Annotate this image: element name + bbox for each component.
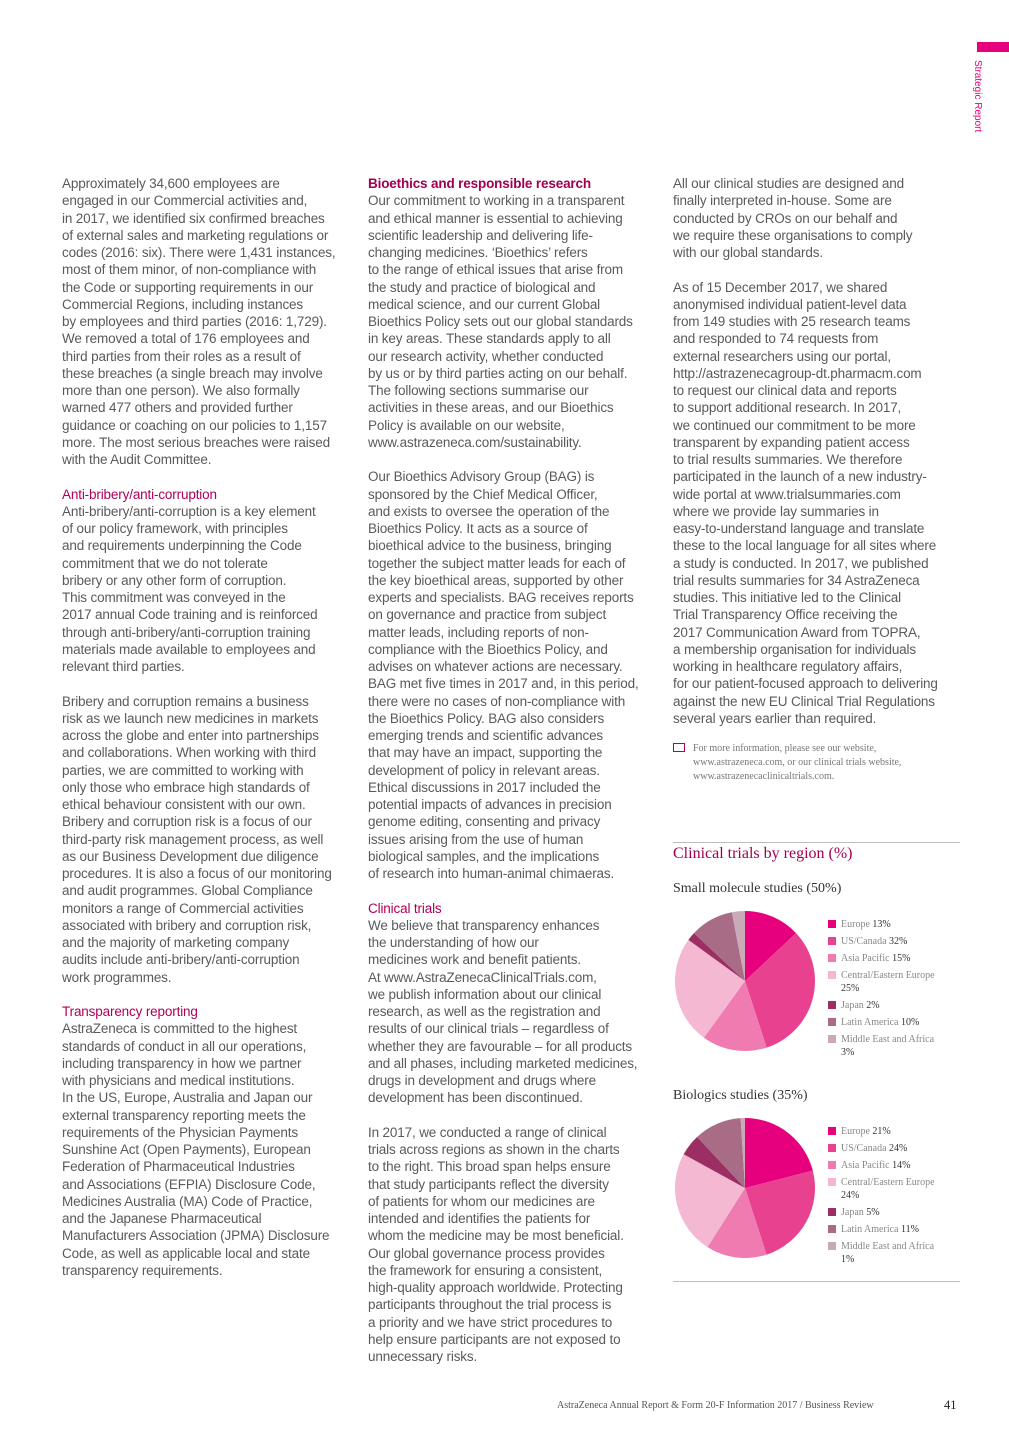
- text-line: bribery or any other form of corruption.: [62, 572, 287, 588]
- legend-swatch: [828, 1178, 836, 1186]
- page-number: 41: [944, 1398, 957, 1412]
- text-line: with the Audit Committee.: [62, 452, 212, 467]
- text-line: with our global standards.: [673, 245, 823, 260]
- text-line: to request our clinical data and reports: [673, 383, 897, 398]
- text-line: Commercial Regions, including instances: [62, 296, 304, 312]
- text-line: BAG met five times in 2017 and, in this period,: [368, 676, 639, 692]
- text-line: materials made available to employees and: [62, 641, 316, 657]
- text-line: help ensure participants are not exposed to: [368, 1331, 621, 1347]
- legend-value: 2%: [863, 1000, 880, 1011]
- text-line: of external sales and marketing regulations or: [62, 227, 329, 243]
- pie-chart-biologics: [670, 1113, 820, 1263]
- legend-label: Japan: [841, 1000, 864, 1011]
- text-line: of our policy framework, with principles: [62, 521, 288, 536]
- legend-item: [828, 1159, 956, 1172]
- legend-swatch: [828, 954, 836, 962]
- text-line: work programmes.: [62, 969, 172, 985]
- text-column-2: [368, 175, 664, 1365]
- legend-item: [828, 1125, 956, 1138]
- legend-swatch: [828, 1035, 836, 1043]
- legend-label: Europe: [841, 1126, 870, 1137]
- legend-label: Central/Eastern Europe: [841, 1177, 935, 1188]
- text-line: unnecessary risks.: [368, 1349, 478, 1364]
- text-line: associated with bribery and corruption risk,: [62, 917, 312, 933]
- text-line: 2017 Communication Award from TOPRA,: [673, 624, 921, 640]
- text-line: audits include anti-bribery/anti-corruption: [62, 952, 300, 968]
- text-line: wide portal at www.trialsummaries.com: [673, 486, 901, 502]
- text-line: potential impacts of advances in precision: [368, 797, 612, 812]
- text-line: and the majority of marketing company: [62, 935, 290, 950]
- text-line: participants throughout the trial process is: [368, 1297, 612, 1313]
- text-line: through anti-bribery/anti-corruption training: [62, 624, 311, 640]
- text-line: that study participants reflect the diversity: [368, 1176, 609, 1192]
- text-line: trial results summaries for 34 AstraZeneca: [673, 572, 920, 588]
- text-line: several years earlier than required.: [673, 710, 877, 726]
- text-line: emerging trends and scientific advances: [368, 728, 604, 743]
- text-line: transparent by expanding patient access: [673, 434, 910, 450]
- legend-label: Europe: [841, 919, 870, 930]
- text-line: Approximately 34,600 employees are: [62, 176, 280, 191]
- legend-label: US/Canada: [841, 1143, 887, 1154]
- text-line: risk as we launch new medicines in markets: [62, 710, 319, 726]
- text-line: medicines work and benefit patients.: [368, 952, 581, 968]
- legend-swatch: [828, 1127, 836, 1135]
- text-line: genome editing, consenting and privacy: [368, 814, 601, 830]
- section-heading: Clinical trials: [368, 900, 442, 916]
- text-line: Bribery and corruption remains a business: [62, 693, 309, 709]
- text-line: whom the medicine may be most beneficial.: [368, 1228, 624, 1244]
- text-line: the study and practice of biological and: [368, 279, 596, 295]
- text-line: together the subject matter leads for each of: [368, 555, 626, 571]
- section-tab-marker: [977, 42, 1009, 52]
- text-line: commitment that we do not tolerate: [62, 555, 268, 571]
- text-line: ethical behaviour consistent with our own.: [62, 797, 306, 812]
- text-line: trials across regions as shown in the charts: [368, 1142, 620, 1157]
- text-line: by us or by third parties acting on our behalf.: [368, 365, 628, 381]
- legend-value: 15%: [889, 953, 911, 964]
- text-line: All our clinical studies are designed and: [673, 176, 904, 191]
- text-line: finally interpreted in-house. Some are: [673, 193, 892, 209]
- text-line: and responded to 74 requests from: [673, 331, 879, 347]
- text-column-1: [62, 175, 358, 1279]
- text-line: http://astrazenecagroup-dt.pharmacm.com: [673, 365, 922, 381]
- text-line: Manufacturers Association (JPMA) Disclosure: [62, 1228, 330, 1244]
- paragraph-gap: [62, 468, 358, 485]
- legend-item: [828, 1033, 956, 1059]
- paragraph-gap: [368, 882, 664, 899]
- legend-item: [828, 1016, 956, 1029]
- text-line: parties, we are committed to working with: [62, 762, 304, 778]
- text-line: high-quality approach worldwide. Protecting: [368, 1280, 623, 1295]
- legend-swatch: [828, 1018, 836, 1026]
- text-line: where we provide lay summaries in: [673, 503, 879, 519]
- text-line: Bioethics Policy sets out our global standards: [368, 314, 633, 329]
- text-line: and audit programmes. Global Compliance: [62, 883, 313, 899]
- text-line: and ethical manner is essential to achieving: [368, 210, 623, 226]
- text-line: a membership organisation for individuals: [673, 641, 916, 657]
- text-line: sponsored by the Chief Medical Officer,: [368, 486, 598, 502]
- text-line: www.astrazeneca.com/sustainability.: [368, 434, 582, 450]
- text-line: At www.AstraZenecaClinicalTrials.com,: [368, 969, 597, 985]
- text-line: our research activity, whether conducted: [368, 348, 604, 364]
- legend-value: 24%: [886, 1143, 908, 1154]
- legend-value: 3%: [841, 1047, 855, 1058]
- legend-value: 32%: [886, 936, 908, 947]
- legend-label: Japan: [841, 1207, 864, 1218]
- section-heading: Anti-bribery/anti-corruption: [62, 486, 217, 502]
- text-line: of patients for whom our medicines are: [368, 1193, 595, 1209]
- text-line: requirements of the Physician Payments: [62, 1124, 298, 1140]
- pie-chart-small-molecule: [670, 906, 820, 1056]
- text-line: on governance and practice from subject: [368, 607, 607, 623]
- text-line: Policy is available on our website,: [368, 417, 565, 433]
- text-line: Federation of Pharmaceutical Industries: [62, 1159, 295, 1175]
- legend-value: 21%: [869, 1126, 891, 1137]
- text-line: bioethical advice to the business, bringing: [368, 538, 612, 554]
- legend-label: US/Canada: [841, 936, 887, 947]
- text-line: studies. This initiative led to the Clinical: [673, 590, 902, 605]
- text-column-3: [673, 175, 969, 727]
- text-line: warned 477 others and provided further: [62, 400, 293, 416]
- text-line: changing medicines. ‘Bioethics’ refers: [368, 245, 588, 260]
- text-line: Ethical discussions in 2017 included the: [368, 779, 601, 795]
- legend-label: Latin America: [841, 1017, 899, 1028]
- legend-value: 25%: [841, 983, 860, 994]
- text-line: and collaborations. When working with third: [62, 745, 316, 761]
- text-line: more. The most serious breaches were raised: [62, 434, 330, 450]
- legend-swatch: [828, 937, 836, 945]
- text-line: research, as well as the registration and: [368, 1004, 601, 1019]
- text-line: activities in these areas, and our Bioethics: [368, 400, 614, 416]
- text-line: in 2017, we identified six confirmed breaches: [62, 210, 325, 226]
- legend-swatch: [828, 1144, 836, 1152]
- text-line: Bribery and corruption risk is a focus of our: [62, 814, 312, 830]
- legend-item: [828, 1240, 956, 1266]
- legend-biologics: [828, 1125, 956, 1270]
- legend-swatch: [828, 1208, 836, 1216]
- text-line: we require these organisations to comply: [673, 227, 913, 243]
- text-line: anonymised individual patient-level data: [673, 296, 907, 312]
- text-line: working in healthcare regulatory affairs,: [673, 659, 903, 674]
- text-line: results of our clinical trials – regardless of: [368, 1021, 609, 1037]
- text-line: relevant third parties.: [62, 659, 185, 674]
- legend-label: Latin America: [841, 1224, 899, 1235]
- text-line: for our patient-focused approach to delivering: [673, 676, 938, 692]
- footer-text: AstraZeneca Annual Report & Form 20-F Information 2017 / Business Review: [557, 1400, 874, 1411]
- text-line: medical science, and our current Global: [368, 296, 601, 312]
- legend-swatch: [828, 1001, 836, 1009]
- text-line: 2017 annual Code training and is reinforced: [62, 607, 318, 623]
- legend-value: 10%: [898, 1017, 920, 1028]
- text-line: participated in the launch of a new industry-: [673, 469, 927, 485]
- text-line: more than one person). We also formally: [62, 383, 300, 398]
- text-line: experts and specialists. BAG receives reports: [368, 590, 634, 605]
- legend-item: [828, 918, 956, 931]
- text-line: We removed a total of 176 employees and: [62, 331, 310, 347]
- legend-swatch: [828, 971, 836, 979]
- computer-screen-icon: [673, 743, 685, 752]
- more-info-text: For more information, please see our website, www.astrazeneca.com, or our clinical trials website, www.astrazenecaclinicaltrials.com.: [693, 743, 902, 782]
- legend-item: [828, 1206, 956, 1219]
- text-line: to the range of ethical issues that arise from: [368, 262, 623, 278]
- legend-swatch: [828, 1161, 836, 1169]
- chart-subtitle-biologics: Biologics studies (35%): [673, 1088, 808, 1103]
- text-line: with physicians and medical institutions.: [62, 1073, 295, 1088]
- text-line: Our Bioethics Advisory Group (BAG) is: [368, 469, 595, 485]
- text-line: conducted by CROs on our behalf and: [673, 210, 898, 226]
- text-line: AstraZeneca is committed to the highest: [62, 1021, 298, 1037]
- text-line: guidance or coaching on our policies to 1,157: [62, 417, 327, 433]
- legend-swatch: [828, 1225, 836, 1233]
- text-line: Our commitment to working in a transparent: [368, 193, 625, 209]
- text-line: drugs in development and drugs where: [368, 1073, 596, 1088]
- divider-top: [673, 842, 960, 843]
- text-line: external transparency reporting meets the: [62, 1107, 306, 1123]
- text-line: these breaches (a single breach may involve: [62, 365, 323, 381]
- text-line: we publish information about our clinical: [368, 986, 602, 1002]
- text-line: against the new EU Clinical Trial Regulations: [673, 693, 935, 709]
- text-line: issues arising from the use of human: [368, 831, 584, 847]
- legend-label: Middle East and Africa: [841, 1034, 935, 1045]
- text-line: Medicines Australia (MA) Code of Practice,: [62, 1193, 313, 1209]
- legend-item: [828, 952, 956, 965]
- legend-label: Middle East and Africa: [841, 1241, 935, 1252]
- text-line: third parties from their roles as a result of: [62, 348, 301, 364]
- chart-subtitle-small-molecule: Small molecule studies (50%): [673, 881, 842, 896]
- text-line: and the Japanese Pharmaceutical: [62, 1211, 262, 1226]
- legend-item: [828, 935, 956, 948]
- legend-swatch: [828, 920, 836, 928]
- legend-small-molecule: [828, 918, 956, 1063]
- more-info-note: [673, 742, 973, 784]
- text-line: external researchers using our portal,: [673, 348, 891, 364]
- text-line: from 149 studies with 25 research teams: [673, 314, 911, 329]
- text-line: standards of conduct in all our operations,: [62, 1038, 307, 1054]
- section-heading: Bioethics and responsible research: [368, 176, 591, 191]
- text-line: and Associations (EFPIA) Disclosure Code,: [62, 1176, 316, 1192]
- paragraph-gap: [62, 986, 358, 1003]
- text-line: and exists to oversee the operation of the: [368, 503, 610, 519]
- text-line: there were no cases of non-compliance with: [368, 693, 626, 709]
- text-line: biological samples, and the implications: [368, 848, 600, 864]
- text-line: Sunshine Act (Open Payments), European: [62, 1142, 311, 1157]
- text-line: only those who embrace high standards of: [62, 779, 310, 795]
- text-line: the key bioethical areas, supported by other: [368, 572, 624, 588]
- legend-label: Central/Eastern Europe: [841, 970, 935, 981]
- legend-item: [828, 1176, 956, 1202]
- text-line: easy-to-understand language and translate: [673, 521, 925, 536]
- text-line: transparency requirements.: [62, 1262, 223, 1278]
- text-line: we continued our commitment to be more: [673, 417, 916, 433]
- text-line: across the globe and enter into partnerships: [62, 728, 319, 743]
- legend-label: Asia Pacific: [841, 953, 890, 964]
- legend-value: 14%: [889, 1160, 911, 1171]
- text-line: including transparency in how we partner: [62, 1055, 302, 1071]
- legend-item: [828, 999, 956, 1012]
- text-line: by employees and third parties (2016: 1,729).: [62, 314, 327, 329]
- section-tab-label: Strategic Report: [972, 60, 983, 133]
- paragraph-gap: [368, 1107, 664, 1124]
- legend-label: Asia Pacific: [841, 1160, 890, 1171]
- text-line: to trial results summaries. We therefore: [673, 452, 903, 467]
- text-line: This commitment was conveyed in the: [62, 590, 286, 605]
- text-line: that may have an impact, supporting the: [368, 745, 603, 761]
- text-line: compliance with the Bioethics Policy, and: [368, 641, 608, 657]
- legend-value: 11%: [898, 1224, 919, 1235]
- text-line: in key areas. These standards apply to all: [368, 331, 611, 347]
- text-line: to the right. This broad span helps ensure: [368, 1159, 611, 1175]
- text-line: the framework for ensuring a consistent,: [368, 1262, 603, 1278]
- text-line: Our global governance process provides: [368, 1245, 605, 1261]
- divider-bottom: [673, 1281, 960, 1282]
- legend-value: 13%: [869, 919, 891, 930]
- legend-value: 5%: [863, 1207, 880, 1218]
- text-line: development of policy in relevant areas.: [368, 762, 600, 778]
- text-line: and requirements underpinning the Code: [62, 538, 302, 554]
- legend-item: [828, 1142, 956, 1155]
- text-line: procedures. It is also a focus of our monitoring: [62, 866, 332, 881]
- text-line: and all phases, including marketed medicines,: [368, 1055, 638, 1071]
- text-line: We believe that transparency enhances: [368, 917, 600, 933]
- text-line: to support additional research. In 2017,: [673, 400, 902, 416]
- text-line: as our Business Development due diligence: [62, 848, 319, 864]
- text-line: a priority and we have strict procedures to: [368, 1314, 613, 1330]
- legend-item: [828, 969, 956, 995]
- legend-item: [828, 1223, 956, 1236]
- section-heading: Transparency reporting: [62, 1004, 198, 1019]
- text-line: the Bioethics Policy. BAG also considers: [368, 710, 605, 726]
- text-line: the Code or supporting requirements in our: [62, 279, 314, 295]
- text-line: these to the local language for all sites where: [673, 538, 937, 554]
- text-line: Anti-bribery/anti-corruption is a key element: [62, 503, 316, 519]
- text-line: Bioethics Policy. It acts as a source of: [368, 521, 588, 536]
- text-line: engaged in our Commercial activities and,: [62, 193, 308, 209]
- text-line: advises on whatever actions are necessary.: [368, 659, 623, 674]
- text-line: monitors a range of Commercial activities: [62, 900, 304, 916]
- text-line: of research into human-animal chimaeras.: [368, 866, 615, 881]
- text-line: development has been discontinued.: [368, 1090, 583, 1106]
- text-line: the understanding of how our: [368, 935, 539, 950]
- text-line: whether they are favourable – for all products: [368, 1038, 633, 1054]
- text-line: The following sections summarise our: [368, 383, 589, 398]
- chart-section-title: Clinical trials by region (%): [673, 845, 853, 862]
- text-line: third-party risk management process, as well: [62, 831, 324, 847]
- legend-value: 1%: [841, 1254, 855, 1265]
- text-line: codes (2016: six). There were 1,431 instances,: [62, 245, 336, 260]
- text-line: In 2017, we conducted a range of clinical: [368, 1124, 607, 1140]
- legend-swatch: [828, 1242, 836, 1250]
- paragraph-gap: [673, 261, 969, 278]
- legend-value: 24%: [841, 1190, 860, 1201]
- text-line: most of them minor, of non-compliance with: [62, 262, 317, 278]
- paragraph-gap: [368, 451, 664, 468]
- text-line: As of 15 December 2017, we shared: [673, 279, 888, 295]
- text-line: Code, as well as applicable local and state: [62, 1245, 310, 1261]
- text-line: Trial Transparency Office receiving the: [673, 607, 898, 623]
- text-line: In the US, Europe, Australia and Japan our: [62, 1090, 313, 1106]
- text-line: scientific leadership and delivering life-: [368, 227, 593, 243]
- paragraph-gap: [62, 675, 358, 692]
- text-line: matter leads, including reports of non-: [368, 624, 589, 640]
- text-line: a study is conducted. In 2017, we published: [673, 555, 929, 571]
- text-line: intended and identifies the patients for: [368, 1211, 591, 1226]
